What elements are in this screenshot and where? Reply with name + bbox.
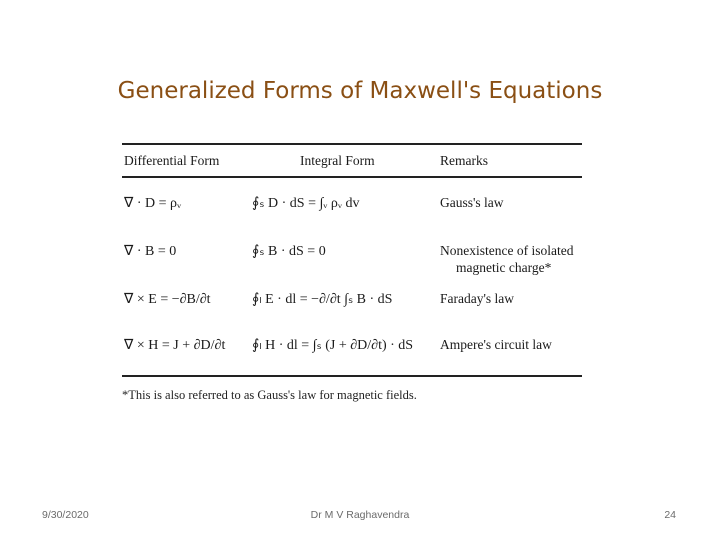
differential-form-cell: ∇ × H = J + ∂D/∂t	[124, 338, 226, 353]
differential-form-cell: ∇ · B = 0	[124, 244, 177, 259]
table-row	[122, 231, 582, 277]
header-integral-form: Integral Form	[300, 153, 375, 168]
remark-cell: Faraday's law	[440, 291, 515, 306]
slide-title: Generalized Forms of Maxwell's Equations	[117, 78, 603, 104]
remark-cell: Nonexistence of isolated	[440, 243, 574, 258]
remark-cell: Ampere's circuit law	[440, 337, 552, 352]
table-top-rule	[122, 143, 582, 145]
integral-form-cell: ∮ₛ D · dS = ∫ᵥ ρᵥ dv	[252, 196, 360, 211]
integral-form-cell: ∮ₗ H · dl = ∫ₛ (J + ∂D/∂t) · dS	[252, 338, 414, 353]
header-differential-form: Differential Form	[124, 153, 220, 168]
table-header-rule	[122, 176, 582, 178]
table-row	[122, 279, 582, 325]
table-row	[122, 325, 582, 371]
table-row	[122, 183, 582, 229]
remark-cell: Gauss's law	[440, 195, 504, 210]
integral-form-cell: ∮ₗ E · dl = −∂/∂t ∫ₛ B · dS	[252, 292, 393, 307]
differential-form-cell: ∇ · D = ρᵥ	[124, 196, 182, 211]
footer-page-number: 24	[664, 509, 676, 521]
integral-form-cell: ∮ₛ B · dS = 0	[252, 244, 326, 259]
remark-cell-continuation: magnetic charge*	[456, 260, 552, 275]
footer-date: 9/30/2020	[42, 509, 89, 521]
header-remarks: Remarks	[440, 153, 488, 168]
table-footnote: *This is also referred to as Gauss's law for magnetic fields.	[122, 388, 417, 402]
footer-author: Dr M V Raghavendra	[310, 509, 410, 521]
table-bottom-rule	[122, 375, 582, 377]
differential-form-cell: ∇ × E = −∂B/∂t	[124, 292, 211, 307]
